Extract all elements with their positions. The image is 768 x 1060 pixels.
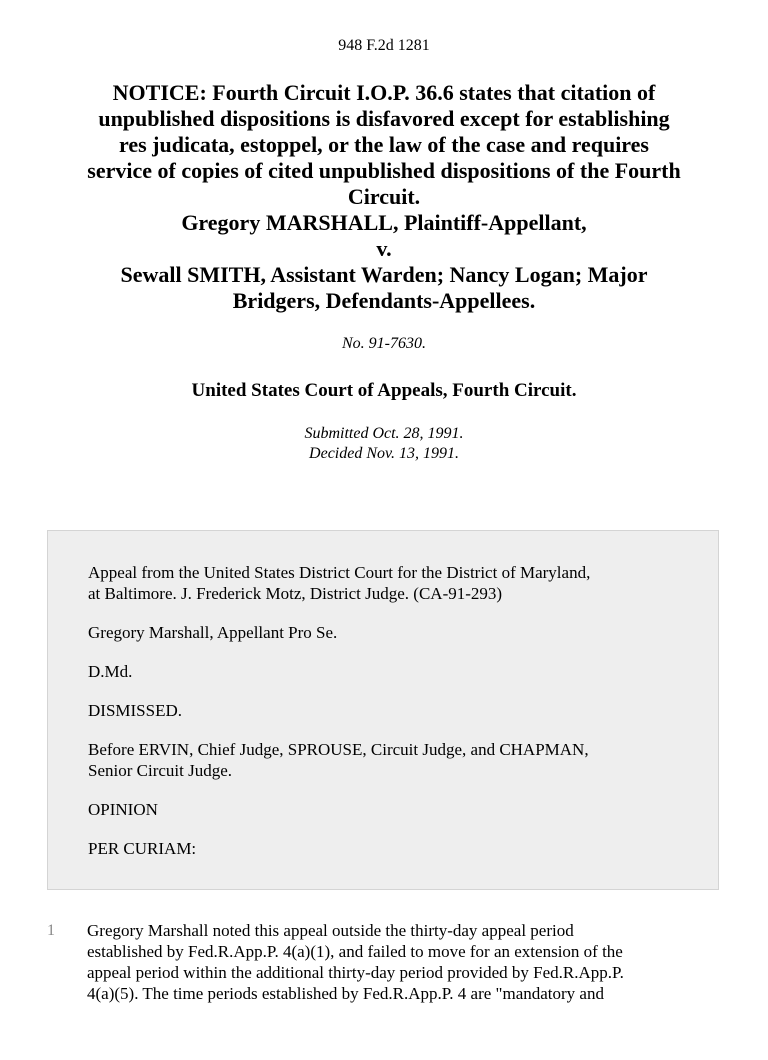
party-line: Bridgers, Defendants-Appellees. <box>232 288 536 313</box>
paragraph-text <box>87 920 727 1004</box>
case-caption <box>44 80 724 314</box>
disposition: DISMISSED. <box>88 701 182 720</box>
paragraph-line: Gregory Marshall noted this appeal outside the thirty-day appeal period <box>87 921 574 940</box>
paragraph-line: 4(a)(5). The time periods established by Fed.R.App.P. 4 are "mandatory and <box>87 984 604 1003</box>
party-line: Gregory MARSHALL, Plaintiff-Appellant, <box>181 210 587 235</box>
opinion-paragraph <box>47 920 727 1004</box>
court-name: United States Court of Appeals, Fourth Circuit. <box>191 380 577 401</box>
counsel: Gregory Marshall, Appellant Pro Se. <box>88 623 338 642</box>
party-line: v. <box>376 236 392 261</box>
notice-line: service of copies of cited unpublished dispositions of the Fourth <box>87 158 681 183</box>
notice-line: unpublished dispositions is disfavored except for establishing <box>98 106 670 131</box>
party-line: Sewall SMITH, Assistant Warden; Nancy Logan; Major <box>120 262 648 287</box>
case-dates <box>0 424 768 464</box>
notice-line: NOTICE: Fourth Circuit I.O.P. 36.6 states that citation of <box>112 80 656 105</box>
appeal-from-line: Appeal from the United States District Court for the District of Maryland, <box>88 563 591 582</box>
district: D.Md. <box>88 662 133 681</box>
decided-date: Decided Nov. 13, 1991. <box>309 445 459 462</box>
paragraph-line: established by Fed.R.App.P. 4(a)(1), and failed to move for an extension of the <box>87 942 623 961</box>
opinion-label: OPINION <box>88 800 158 819</box>
panel-line: Senior Circuit Judge. <box>88 761 233 780</box>
docket-number: No. 91-7630. <box>342 335 426 352</box>
appeal-from <box>88 562 678 604</box>
appeal-from-line: at Baltimore. J. Frederick Motz, District Judge. (CA-91-293) <box>88 584 503 603</box>
notice-line: res judicata, estoppel, or the law of the case and requires <box>118 132 649 157</box>
paragraph-line: appeal period within the additional thirty-day period provided by Fed.R.App.P. <box>87 963 624 982</box>
per-curiam: PER CURIAM: <box>88 839 197 858</box>
notice-line: Circuit. <box>347 184 421 209</box>
panel-line: Before ERVIN, Chief Judge, SPROUSE, Circuit Judge, and CHAPMAN, <box>88 740 589 759</box>
case-citation: 948 F.2d 1281 <box>338 37 430 54</box>
paragraph-number: 1 <box>47 922 55 939</box>
submitted-date: Submitted Oct. 28, 1991. <box>304 425 464 442</box>
case-summary-box <box>47 530 719 890</box>
panel <box>88 739 678 781</box>
